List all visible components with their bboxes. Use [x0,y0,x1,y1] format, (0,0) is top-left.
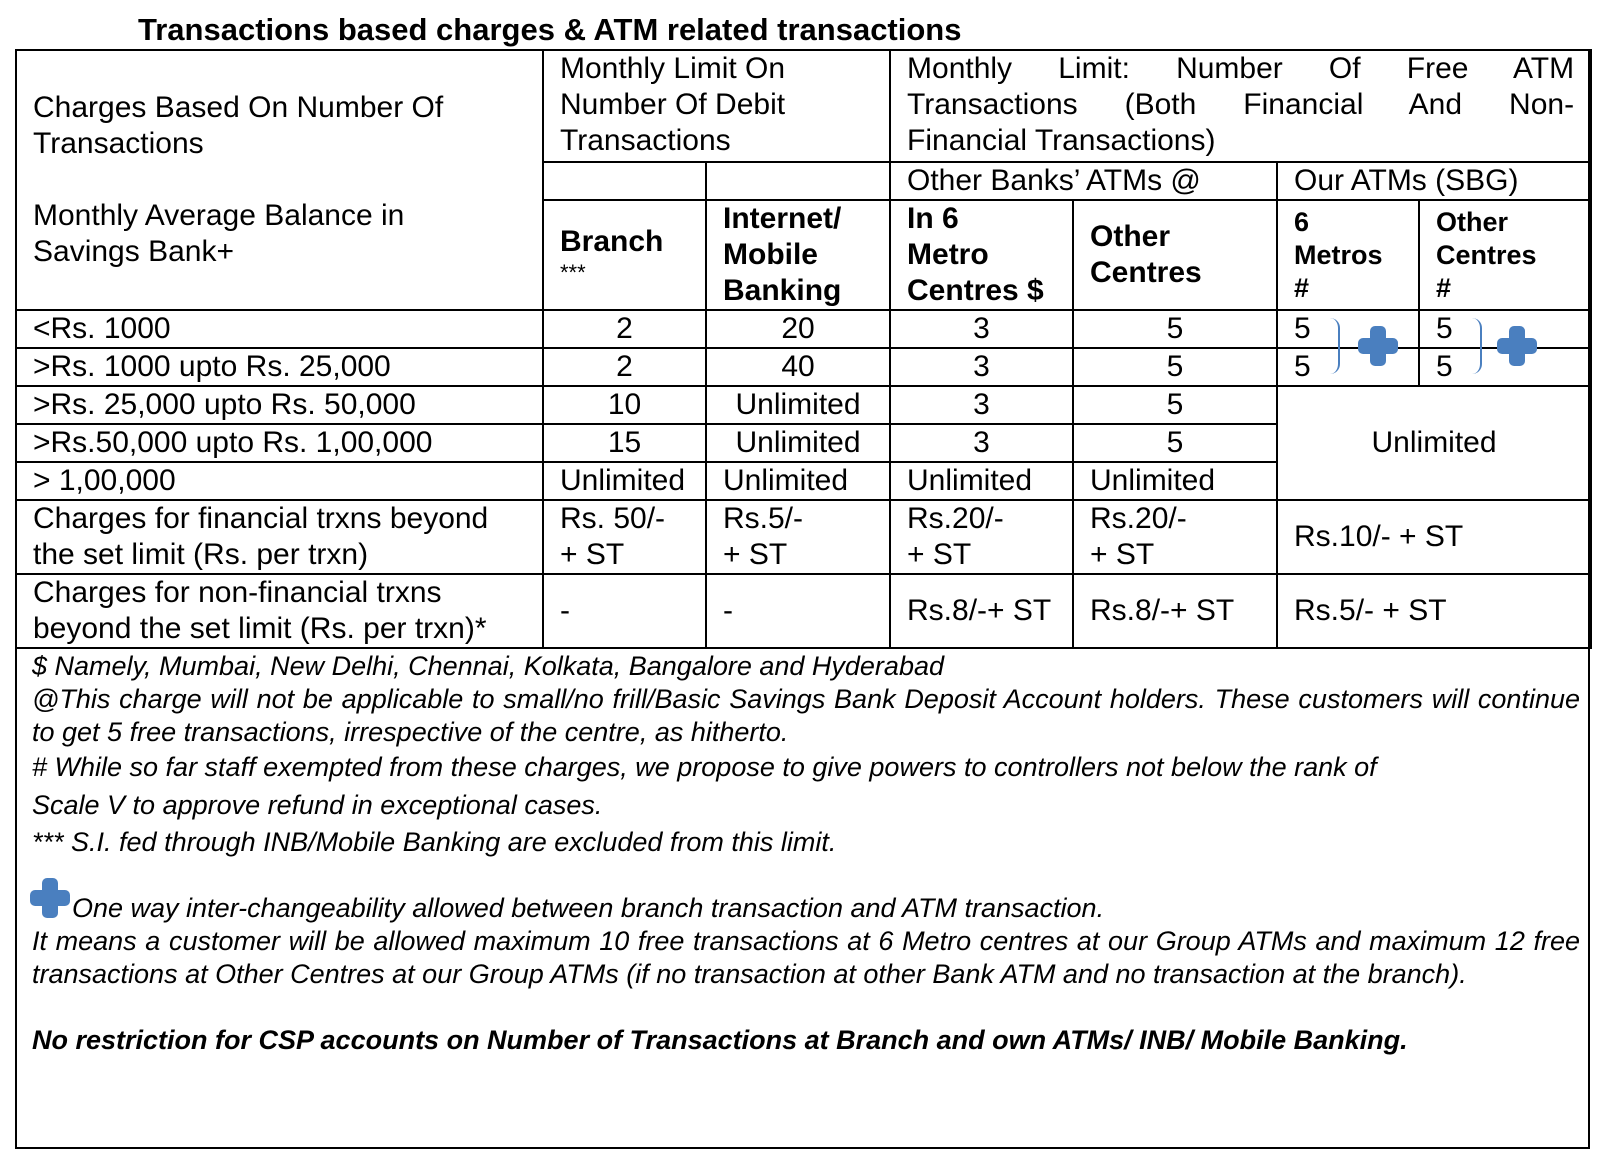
note-interchange: One way inter-changeability allowed between branch transaction and ATM transaction. [32,892,1580,925]
table-row: >Rs.50,000 upto Rs. 1,00,000 15 Unlimited 3 5 [16,424,1591,462]
our-atms-header: Our ATMs (SBG) [1277,162,1591,200]
our-atms-unlimited: Unlimited [1277,386,1591,500]
page-title: Transactions based charges & ATM related transactions [138,12,962,47]
table-row: <Rs. 1000 2 20 3 5 5 5 [16,310,1591,348]
cross-icon [1358,326,1398,366]
note-staff: # While so far staff exempted from these charges, we propose to give powers to controllers not below the rank of [32,752,1377,782]
other-centres-header: Other Centres [1073,200,1277,310]
debit-limit-header: Monthly Limit On Number Of Debit Transactions [543,50,890,162]
table-row: >Rs. 25,000 upto Rs. 50,000 10 Unlimited 3 5 Unlimited [16,386,1591,424]
metro-header: In 6 Metro Centres $ [890,200,1073,310]
blank-cell [706,162,890,200]
note-csp: No restriction for CSP accounts on Number of Transactions at Branch and own ATMs/ INB/ Mobile Banking. [32,1025,1408,1055]
note-basic-accounts: @This charge will not be applicable to small/no frill/Basic Savings Bank Deposit Account holders. These customers will continue to get 5 free transactions, irrespective of the centre, as hitherto. [32,684,1580,747]
branch-header: Branch *** [543,200,706,310]
six-metros-header: 6 Metros # [1277,200,1419,310]
brace-icon [1466,318,1482,374]
cross-icon [30,878,70,918]
table-row: > 1,00,000 Unlimited Unlimited Unlimited Unlimited [16,462,1591,500]
blank-cell [543,162,706,200]
note-max-free: It means a customer will be allowed maximum 10 free transactions at 6 Metro centres at our Group ATMs and maximum 12 free transactions at Other Centres at our Group ATMs (if no transaction at other Bank ATM and no transaction at the branch). [32,926,1580,989]
note-staff-cont: Scale V to approve refund in exceptional cases. [32,790,603,820]
brace-icon [1324,318,1340,374]
financial-charges-row: Charges for financial trxns beyond the set limit (Rs. per trxn) Rs. 50/- + ST Rs.5/- + ST Rs.20/- + ST Rs.20/- + ST Rs.10/- + ST [16,500,1591,574]
internet-header: Internet/ Mobile Banking [706,200,890,310]
footnotes [32,650,1580,1057]
atm-limit-header: Monthly Limit: Number Of Free ATM Transactions (Both Financial And Non- Financial Transactions) [890,50,1591,162]
our-other-centres-header: Other Centres # [1419,200,1591,310]
cross-icon [1497,326,1537,366]
charges-table [15,49,1592,649]
non-financial-charges-row: Charges for non-financial trxns beyond the set limit (Rs. per trxn)* - - Rs.8/-+ ST Rs.8/-+ ST Rs.5/- + ST [16,574,1591,648]
header-left-cell: Charges Based On Number Of Transactions Monthly Average Balance in Savings Bank+ [16,50,543,310]
note-metros: $ Namely, Mumbai, New Delhi, Chennai, Kolkata, Bangalore and Hyderabad [32,651,944,681]
table-row: >Rs. 1000 upto Rs. 25,000 2 40 3 5 5 5 [16,348,1591,386]
note-si: *** S.I. fed through INB/Mobile Banking are excluded from this limit. [32,827,837,857]
other-banks-header: Other Banks’ ATMs @ [890,162,1277,200]
